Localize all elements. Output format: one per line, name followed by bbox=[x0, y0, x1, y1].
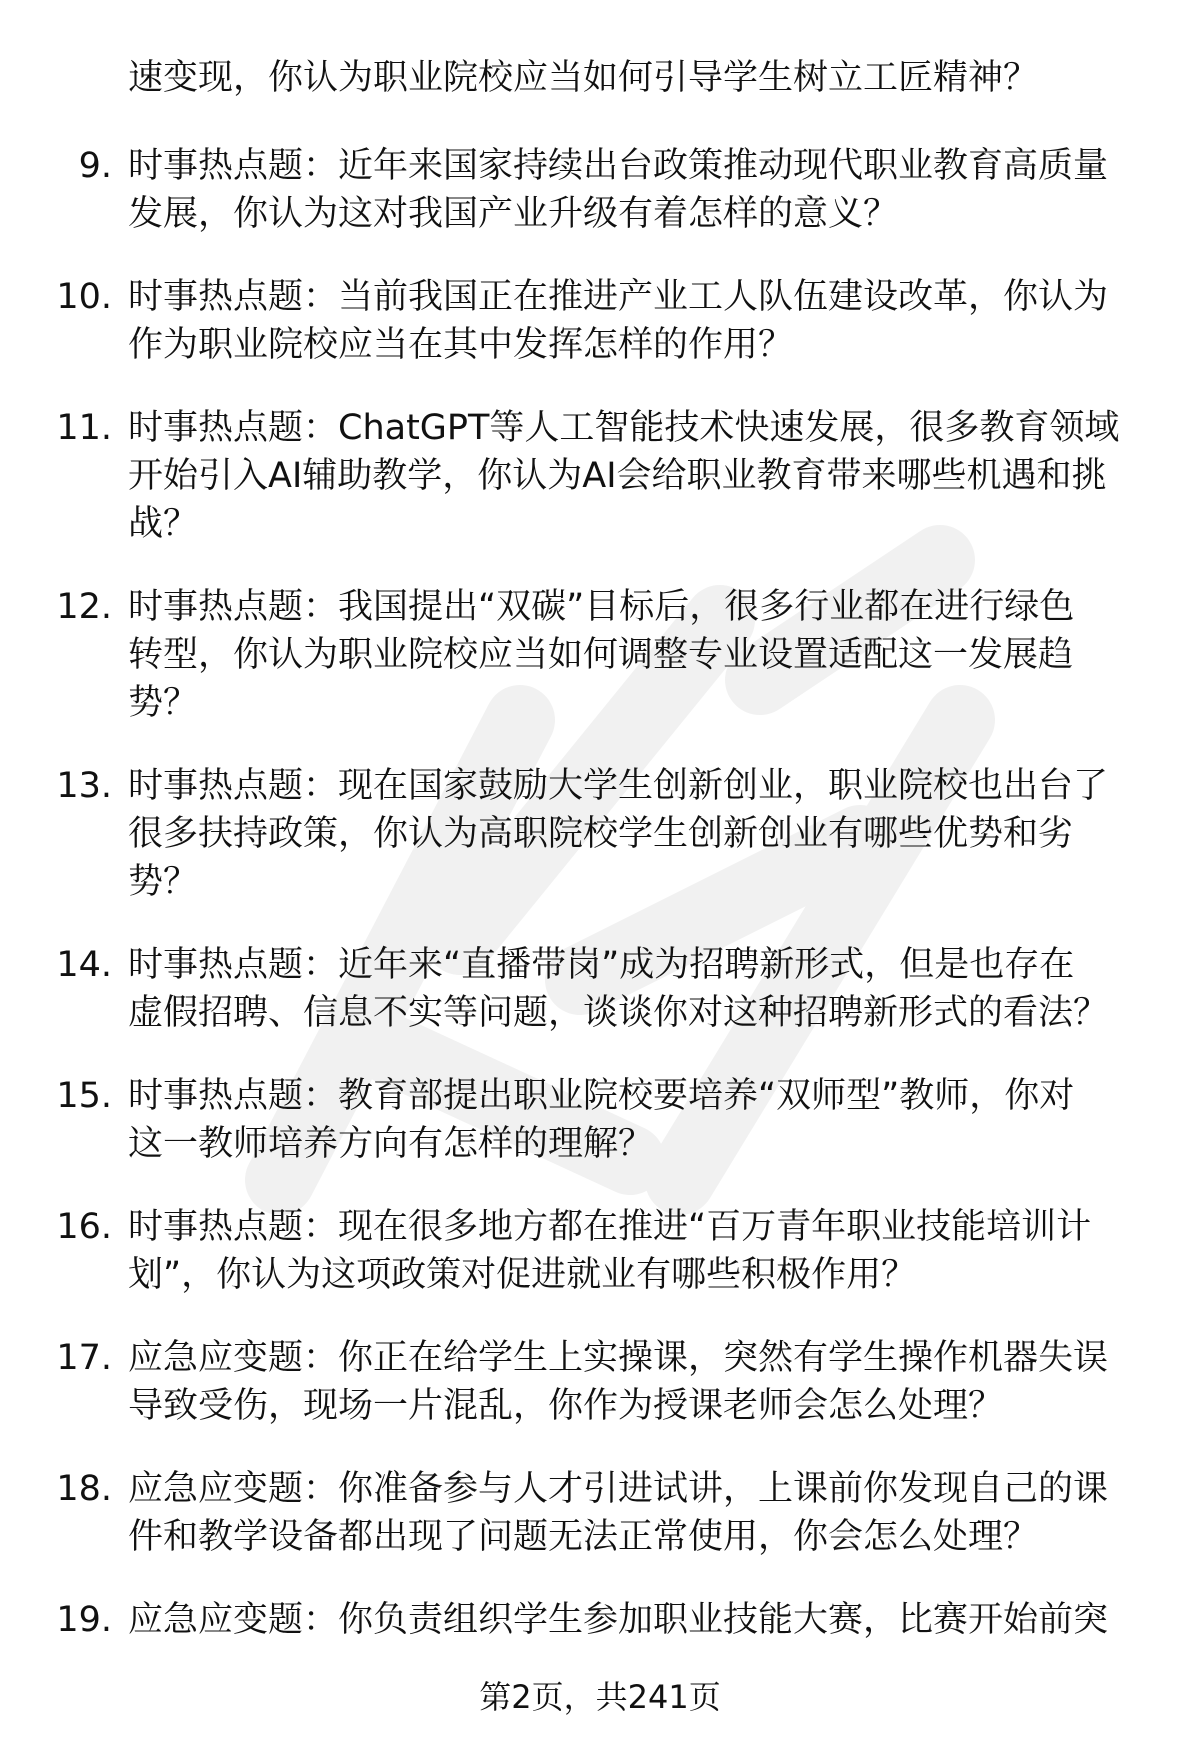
question-line: 很多扶持政策，你认为高职院校学生创新创业有哪些优势和劣 bbox=[128, 814, 1074, 854]
question-line: 划”，你认为这项政策对促进就业有哪些积极作用？ bbox=[128, 1255, 917, 1295]
question-text bbox=[128, 1203, 1138, 1299]
question-line: 作为职业院校应当在其中发挥怎样的作用？ bbox=[128, 325, 794, 365]
question-line: 时事热点题：现在国家鼓励大学生创新创业，职业院校也出台了 bbox=[128, 766, 1109, 806]
question-number: 18. bbox=[56, 1469, 112, 1509]
question-text bbox=[128, 583, 1138, 727]
question-line: 时事热点题：当前我国正在推进产业工人队伍建设改革，你认为 bbox=[128, 277, 1109, 317]
continuation-text: 速变现，你认为职业院校应当如何引导学生树立工匠精神？ bbox=[128, 58, 1039, 98]
question-item bbox=[0, 941, 1200, 1037]
question-line: 开始引入AI辅助教学，你认为AI会给职业教育带来哪些机遇和挑 bbox=[128, 456, 1107, 496]
question-line: 时事热点题：近年来“直播带岗”成为招聘新形式，但是也存在 bbox=[128, 945, 1075, 985]
page-footer: 第2页，共241页 bbox=[479, 1678, 721, 1716]
question-number: 9. bbox=[78, 146, 112, 186]
question-line: 件和教学设备都出现了问题无法正常使用，你会怎么处理？ bbox=[128, 1517, 1039, 1557]
question-text bbox=[128, 1334, 1138, 1430]
question-line: 时事热点题：ChatGPT等人工智能技术快速发展，很多教育领域 bbox=[128, 408, 1120, 448]
question-text bbox=[128, 273, 1138, 369]
question-line: 时事热点题：教育部提出职业院校要培养“双师型”教师，你对 bbox=[128, 1076, 1075, 1116]
question-text bbox=[128, 941, 1138, 1037]
question-text bbox=[128, 1596, 1138, 1644]
question-item bbox=[0, 1334, 1200, 1430]
question-item bbox=[0, 762, 1200, 906]
question-line: 时事热点题：我国提出“双碳”目标后，很多行业都在进行绿色 bbox=[128, 587, 1075, 627]
question-line: 势？ bbox=[128, 862, 199, 902]
question-line: 导致受伤，现场一片混乱，你作为授课老师会怎么处理？ bbox=[128, 1386, 1004, 1426]
question-item bbox=[0, 1203, 1200, 1299]
question-text bbox=[128, 762, 1138, 906]
question-text bbox=[128, 1465, 1138, 1561]
question-number: 10. bbox=[56, 277, 112, 317]
question-item bbox=[0, 1465, 1200, 1561]
question-text bbox=[128, 142, 1138, 238]
question-line: 应急应变题：你正在给学生上实操课，突然有学生操作机器失误 bbox=[128, 1338, 1109, 1378]
question-line: 转型，你认为职业院校应当如何调整专业设置适配这一发展趋 bbox=[128, 635, 1074, 675]
question-line: 时事热点题：现在很多地方都在推进“百万青年职业技能培训计 bbox=[128, 1207, 1092, 1247]
question-line: 时事热点题：近年来国家持续出台政策推动现代职业教育高质量 bbox=[128, 146, 1109, 186]
question-line: 虚假招聘、信息不实等问题，谈谈你对这种招聘新形式的看法？ bbox=[128, 993, 1109, 1033]
question-number: 11. bbox=[56, 408, 112, 448]
question-line: 应急应变题：你负责组织学生参加职业技能大赛，比赛开始前突 bbox=[128, 1600, 1109, 1640]
question-number: 19. bbox=[56, 1600, 112, 1640]
question-number: 14. bbox=[56, 945, 112, 985]
question-item bbox=[0, 1072, 1200, 1168]
question-item bbox=[0, 583, 1200, 727]
question-number: 12. bbox=[56, 587, 112, 627]
question-item bbox=[0, 404, 1200, 548]
question-item bbox=[0, 1596, 1200, 1644]
question-line: 这一教师培养方向有怎样的理解？ bbox=[128, 1124, 654, 1164]
question-number: 17. bbox=[56, 1338, 112, 1378]
question-number: 16. bbox=[56, 1207, 112, 1247]
question-line: 发展，你认为这对我国产业升级有着怎样的意义？ bbox=[128, 194, 899, 234]
question-text bbox=[128, 404, 1138, 548]
question-item bbox=[0, 273, 1200, 369]
question-text bbox=[128, 1072, 1138, 1168]
question-item bbox=[0, 142, 1200, 238]
question-number: 13. bbox=[56, 766, 112, 806]
question-line: 应急应变题：你准备参与人才引进试讲，上课前你发现自己的课 bbox=[128, 1469, 1109, 1509]
question-line: 战？ bbox=[128, 504, 199, 544]
question-list bbox=[0, 142, 1200, 1679]
question-line: 势？ bbox=[128, 683, 199, 723]
question-number: 15. bbox=[56, 1076, 112, 1116]
